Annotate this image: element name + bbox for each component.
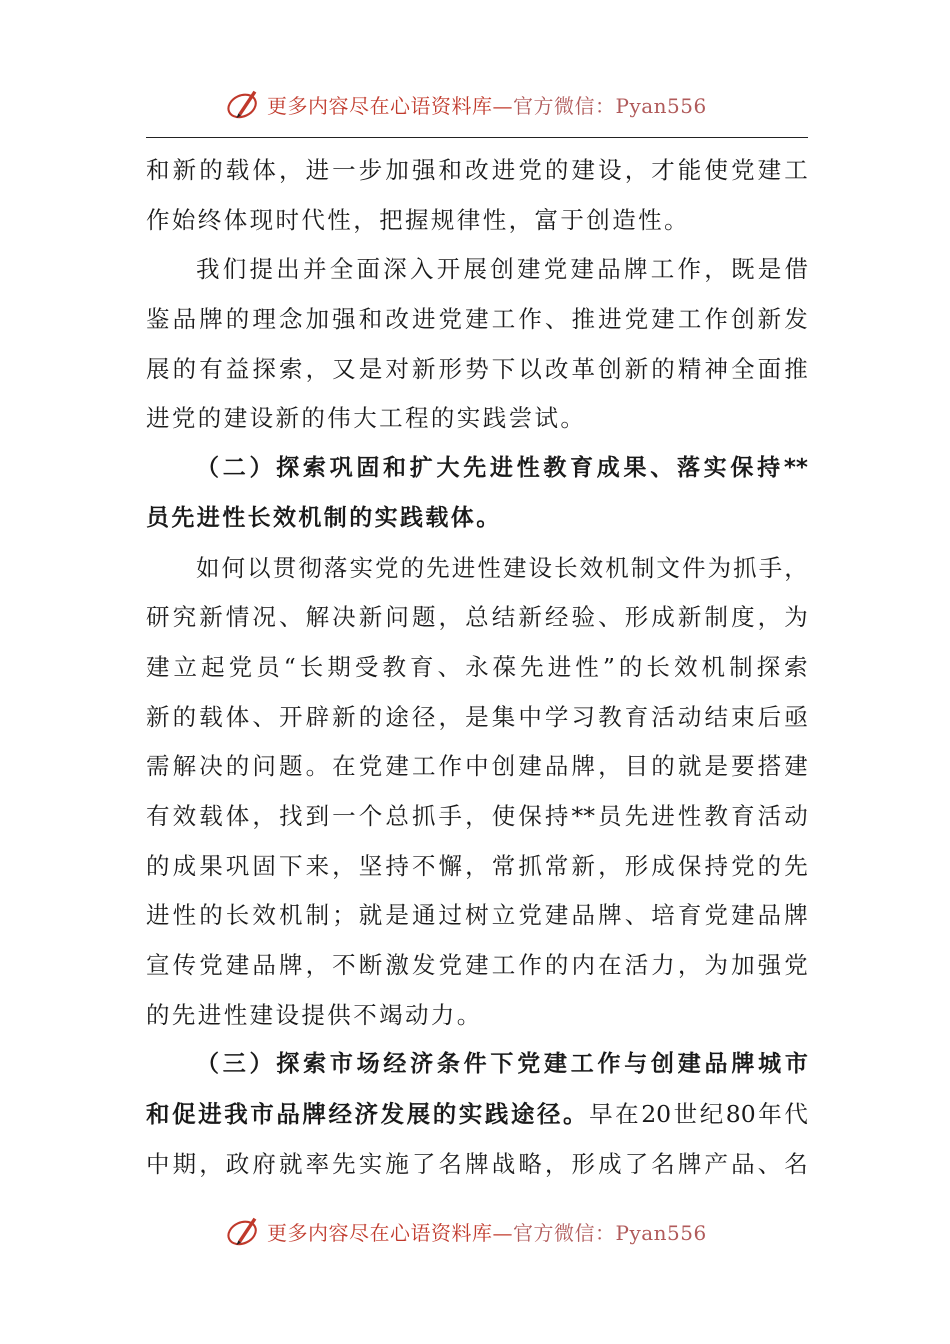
header-banner — [225, 84, 707, 124]
line-text: 进党的建设新的伟大工程的实践尝试。 — [146, 404, 587, 433]
document-body — [146, 146, 808, 1189]
line-text: 员先进性长效机制的实践载体。 — [146, 504, 502, 531]
body-line — [146, 991, 808, 1041]
footer-banner — [225, 1211, 707, 1251]
body-line: 宣 传 党 建 品 牌 ， 不 断 激 发 党 建 工 作 的 内 在 活 力 ， 为 加 强 党 — [146, 951, 808, 979]
pen-logo-icon — [225, 1212, 263, 1250]
body-line: 有 效 载 体 ， 找 到 一 个 总 抓 手 ， 使 保 持 ** 员 先 进 性 教 育 活 动 — [146, 801, 808, 830]
body-line — [146, 494, 808, 544]
footer-banner-wechat: 官方微信：Pyan556 — [513, 1220, 707, 1245]
header-banner-text — [267, 90, 707, 119]
header-banner-title: 更多内容尽在心语资料库— — [267, 93, 513, 118]
footer-banner-title: 更多内容尽在心语资料库— — [267, 1220, 513, 1245]
body-line: 的 成 果 巩 固 下 来 ， 坚 持 不 懈 ， 常 抓 常 新 ， 形 成 保 持 党 的 先 — [146, 851, 808, 880]
body-line: 和 新 的 载 体 ， 进 一 步 加 强 和 改 进 党 的 建 设 ， 才 能 使 党 建 工 — [146, 156, 808, 184]
pen-logo-icon — [225, 85, 263, 123]
body-line: 我 们 提 出 并 全 面 深 入 开 展 创 建 党 建 品 牌 工 作 ， 既 是 借 — [196, 255, 808, 284]
body-line — [146, 394, 808, 444]
footer-banner-text — [267, 1217, 707, 1246]
header-banner-wechat: 官方微信：Pyan556 — [513, 93, 707, 118]
body-line: 需 解 决 的 问 题 。 在 党 建 工 作 中 创 建 品 牌 ， 目 的 就 是 要 搭 建 — [146, 752, 808, 781]
body-line: （ 三 ） 探 索 市 场 经 济 条 件 下 党 建 工 作 与 创 建 品 牌 城 市 — [196, 1051, 808, 1078]
body-line: 和 促 进 我 市 品 牌 经 济 发 展 的 实 践 途 径 。 早 在 20 世 纪 80 年 代 — [146, 1100, 808, 1129]
body-line — [146, 196, 808, 246]
body-line: 进 性 的 长 效 机 制 ； 就 是 通 过 树 立 党 建 品 牌 、 培 育 党 建 品 牌 — [146, 901, 808, 930]
body-line: 中 期 ， 政 府 就 率 先 实 施 了 名 牌 战 略 ， 形 成 了 名 牌 产 品 、 名 — [146, 1149, 808, 1178]
body-line: 新 的 载 体 、 开 辟 新 的 途 径 ， 是 集 中 学 习 教 育 活 动 结 束 后 亟 — [146, 702, 808, 731]
line-text: 的先进性建设提供不竭动力。 — [146, 1000, 483, 1029]
body-line: 研 究 新 情 况 、 解 决 新 问 题 ， 总 结 新 经 验 、 形 成 新 制 度 ， 为 — [146, 603, 808, 632]
line-text: 作始终体现时代性，把握规律性，富于创造性。 — [146, 205, 690, 234]
body-line: 建 立 起 党 员 “ 长 期 受 教 育 、 永 葆 先 进 性 ” 的 长 效 机 制 探 索 — [146, 652, 808, 681]
header-rule — [146, 137, 808, 138]
body-line: 鉴 品 牌 的 理 念 加 强 和 改 进 党 建 工 作 、 推 进 党 建 工 作 创 新 发 — [146, 305, 808, 334]
body-line: 如 何 以 贯 彻 落 实 党 的 先 进 性 建 设 长 效 机 制 文 件 为 抓 手 ， — [196, 553, 808, 582]
body-line: 展 的 有 益 探 索 ， 又 是 对 新 形 势 下 以 改 革 创 新 的 精 神 全 面 推 — [146, 354, 808, 383]
body-line: （ 二 ） 探 索 巩 固 和 扩 大 先 进 性 教 育 成 果 、 落 实 保 持 ** — [196, 455, 808, 482]
